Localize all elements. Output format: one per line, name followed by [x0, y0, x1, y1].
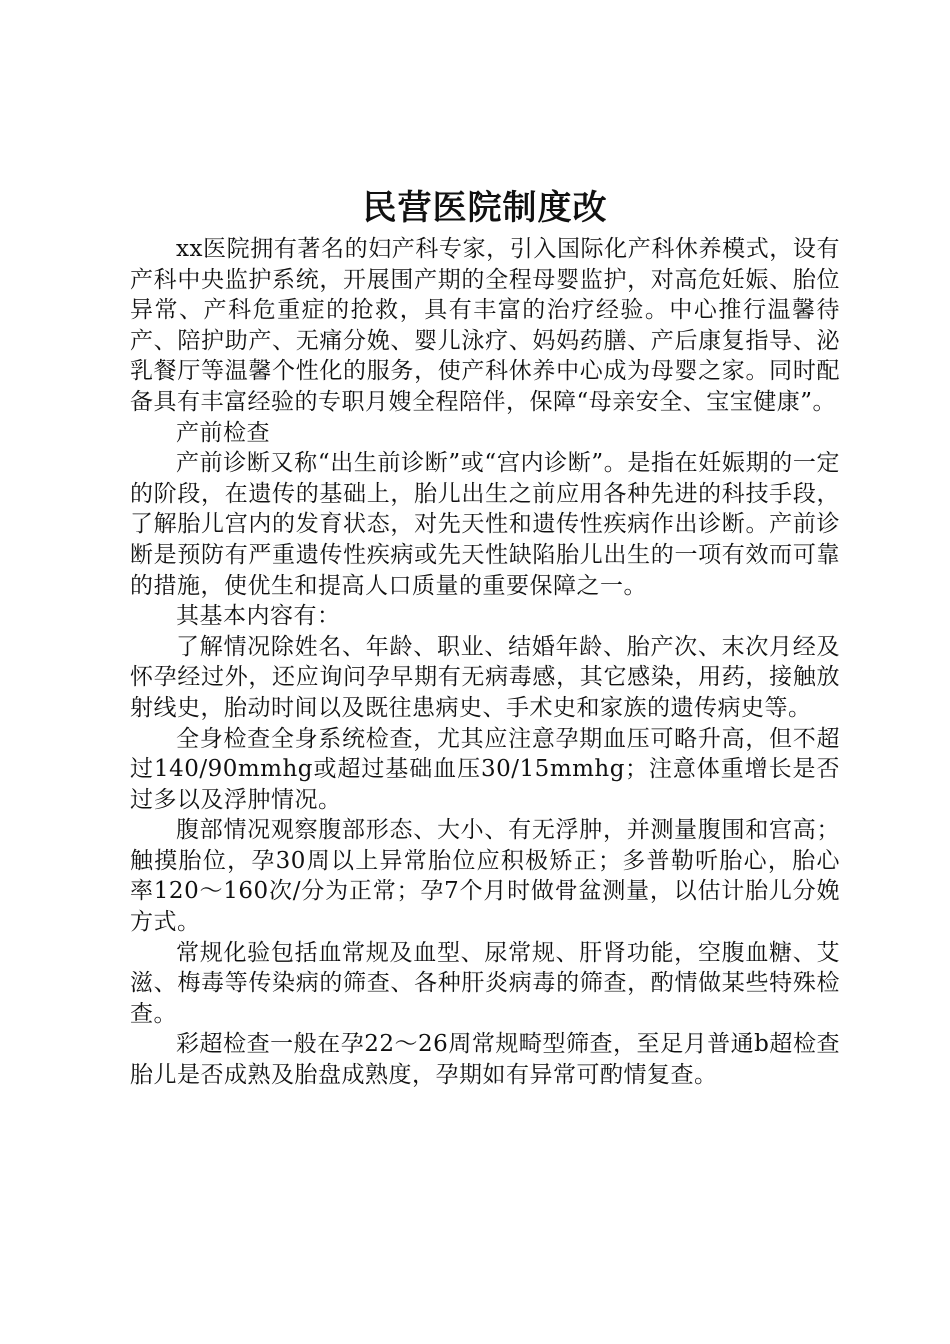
paragraph-history: 了解情况除姓名、年龄、职业、结婚年龄、胎产次、末次月经及怀孕经过外，还应询问孕早期有无病毒感，其它感染，用药，接触放射线史，胎动时间以及既往患病史、手术史和家族的遗传病史等。	[130, 633, 840, 721]
paragraph-general-exam: 全身检查全身系统检查，尤其应注意孕期血压可略升高，但不超过140/90mmhg或超过基础血压30/15mmhg；注意体重增长是否过多以及浮肿情况。	[130, 725, 840, 813]
paragraph-ultrasound: 彩超检查一般在孕22～26周常规畸型筛查，至足月普通b超检查胎儿是否成熟及胎盘成熟度，孕期如有异常可酌情复查。	[130, 1031, 840, 1089]
paragraph-intro: xx医院拥有著名的妇产科专家，引入国际化产科休养模式，设有产科中央监护系统，开展围产期的全程母婴监护，对高危妊娠、胎位异常、产科危重症的抢救，具有丰富的治疗经验。中心推行温馨待产、陪护助产、无痛分娩、婴儿泳疗、妈妈药膳、产后康复指导、泌乳餐厅等温馨个性化的服务，使产科休养中心成为母婴之家。同时配备具有丰富经验的专职月嫂全程陪伴，保障“母亲安全、宝宝健康”。	[130, 236, 840, 415]
section-heading-prenatal-exam: 产前检查	[176, 419, 270, 446]
document-page	[130, 186, 840, 1091]
paragraph-routine-tests: 常规化验包括血常规及血型、尿常规、肝肾功能，空腹血糖、艾滋、梅毒等传染病的筛查、各种肝炎病毒的筛查，酌情做某些特殊检查。	[130, 939, 840, 1027]
paragraph-abdominal-exam: 腹部情况观察腹部形态、大小、有无浮肿，并测量腹围和宫高；触摸胎位，孕30周以上异常胎位应积极矫正；多普勒听胎心，胎心率120～160次/分为正常；孕7个月时做骨盆测量，以估计胎儿分娩方式。	[130, 817, 840, 936]
document-title: 民营医院制度改	[362, 188, 608, 228]
paragraph-prenatal-diagnosis: 产前诊断又称“出生前诊断”或“宫内诊断”。是指在妊娠期的一定的阶段，在遗传的基础上，胎儿出生之前应用各种先进的科技手段，了解胎儿宫内的发育状态，对先天性和遗传性疾病作出诊断。产前诊断是预防有严重遗传性疾病或先天性缺陷胎儿出生的一项有效而可靠的措施，使优生和提高人口质量的重要保障之一。	[130, 450, 840, 599]
paragraph-basic-content-lead: 其基本内容有：	[176, 603, 341, 630]
